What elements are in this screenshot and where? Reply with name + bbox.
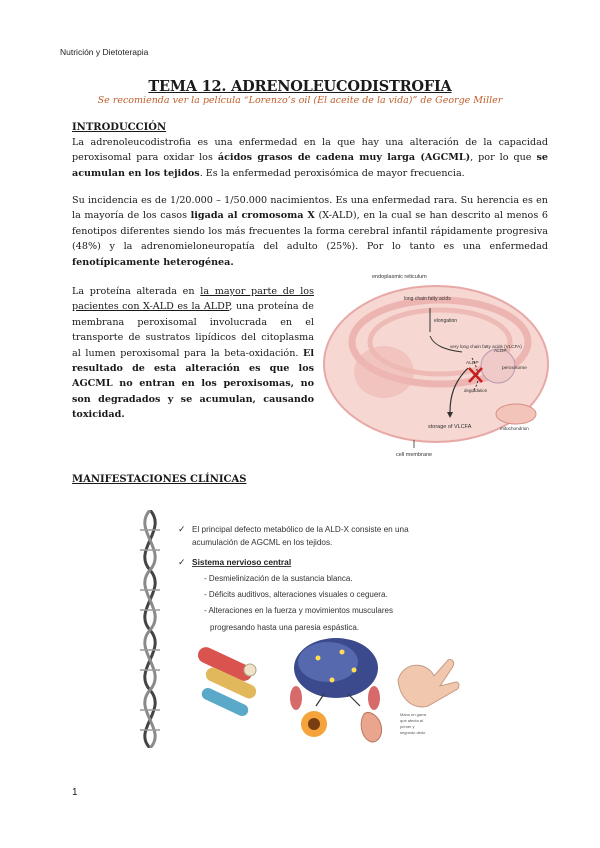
intro-heading: INTRODUCCIÓN — [72, 122, 167, 133]
intro-paragraph-3: La proteína alterada en la mayor parte de los pacientes con X-ALD es la ALDP, una proteína de membrana peroxisomal involucrada en el transporte de sustratos lipídicos del citoplasma al lumen peroxisomal para la beta-oxidación. El resultado de esta alteración es que los AGCML no entran en los peroxisomas, no son degradados y se acumulan, causando toxicidad. — [72, 286, 315, 421]
label-degradation: degradation — [464, 388, 488, 393]
dna-helix-image — [140, 510, 160, 748]
bullet-2: Sistema nervioso central — [192, 557, 292, 567]
page-number: 1 — [72, 787, 78, 798]
mitochondrion-shape — [496, 404, 536, 424]
page-header: Nutrición y Dietoterapia — [60, 47, 149, 57]
check-icon: ✓ — [178, 557, 186, 567]
label-elongation: elongation — [434, 318, 458, 324]
hand-note-line-2: que afecta al — [400, 718, 423, 723]
label-storage: storage of VLCFA — [428, 424, 472, 430]
label-vlcfa: very long chain fatty acids (VLCFA) — [450, 344, 522, 349]
intro-paragraph-2: Su incidencia es de 1/20.000 – 1/50.000 nacimientos. Es una enfermedad rara. Su herencia es en la mayoría de los casos ligada al cromosoma X (X-ALD), en la cual se han descrito al menos 6 fenotipos diferentes siendo los más frecuentes la forma cerebral infantil rápidamente progresiva (48%) y la adrenomieloneuropatía del adulto (25%). Por lo tanto es una enfermedad fenotípicamente heterogénea. — [72, 195, 548, 268]
label-aldp-2: ALDP — [494, 349, 507, 354]
label-er: endoplasmic reticulum — [372, 274, 427, 280]
bullet-1-line-1: El principal defecto metabólico de la ALD-X consiste en una — [192, 525, 409, 534]
clinical-heading: MANIFESTACIONES CLÍNICAS — [72, 474, 247, 485]
label-cell-membrane: cell membrane — [396, 452, 433, 458]
brain-image — [294, 638, 378, 706]
cell-diagram — [322, 272, 550, 462]
bullet-1-line-2: acumulación de AGCML en los tejidos. — [192, 538, 333, 547]
sub-bullet-3-line-2: progresando hasta una paresia espástica. — [210, 623, 359, 632]
label-lcfa: long chain fatty acids — [404, 296, 451, 302]
eye-image — [301, 711, 327, 737]
page-subtitle: Se recomienda ver la película “Lorenzo’s oil (El aceite de la vida)” de George Miller — [97, 95, 503, 106]
label-aldp-1: ALDP — [466, 361, 479, 366]
ear-image — [361, 712, 381, 742]
nerve-fiber-image — [195, 644, 258, 718]
nucleus-shape — [354, 346, 414, 398]
hand-note-line-1: Mano en garra — [400, 712, 427, 717]
intro-paragraph-1: La adrenoleucodistrofia es una enfermedad en la que hay una alteración de la capacidad peroxisomal para oxidar los ácidos grasos de cadena muy larga (AGCML), por lo que se acumulan en los tejidos. Es la enfermedad peroxisómica de mayor frecuencia. — [72, 137, 548, 179]
check-icon: ✓ — [178, 524, 186, 534]
sub-bullet-2: - Déficits auditivos, alteraciones visuales o ceguera. — [204, 590, 388, 599]
hand-note-line-3: primer y — [400, 724, 415, 729]
hand-note-line-4: segundo dedo — [400, 730, 426, 735]
hand-image — [398, 659, 459, 706]
sub-bullet-1: - Desmielinización de la sustancia blanca. — [204, 574, 353, 583]
label-peroxisome: peroxisome — [502, 366, 527, 371]
label-mitochondrion: mitochondrion — [500, 426, 529, 431]
sub-bullet-3-line-1: - Alteraciones en la fuerza y movimientos musculares — [204, 606, 393, 615]
page-title: TEMA 12. ADRENOLEUCODISTROFIA — [148, 78, 452, 95]
clinical-figure — [128, 510, 476, 748]
